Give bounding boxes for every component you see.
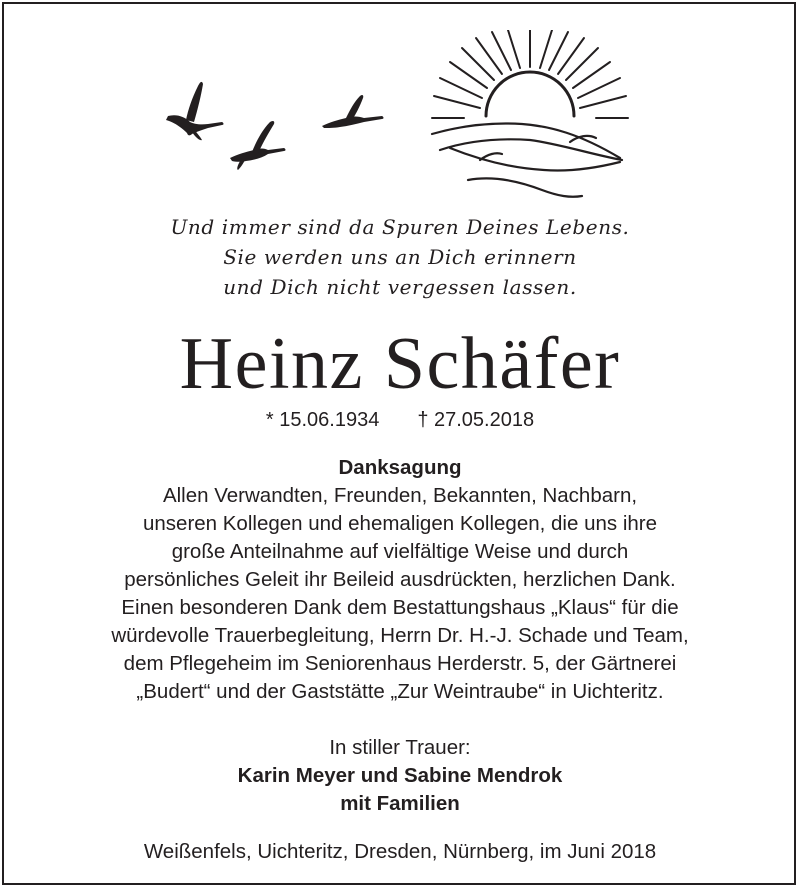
- thanks-line: große Anteilnahme auf vielfältige Weise und durch: [171, 540, 629, 563]
- mourner-names: Karin Meyer und Sabine Mendrok: [237, 764, 563, 787]
- thanks-line: „Budert“ und der Gaststätte „Zur Weintraube“ in Uichteritz.: [136, 680, 664, 703]
- death-date: † 27.05.2018: [417, 409, 535, 431]
- life-dates: [0, 406, 800, 434]
- flying-bird-icon: [322, 95, 384, 128]
- memorial-verse: [0, 212, 800, 302]
- verse-line: Sie werden uns an Dich erinnern: [223, 245, 577, 269]
- thanks-line: Allen Verwandten, Freunden, Bekannten, Nachbarn,: [162, 484, 638, 507]
- verse-line: und Dich nicht vergessen lassen.: [223, 275, 577, 299]
- thanks-section: [0, 454, 800, 706]
- thanks-line: dem Pflegeheim im Seniorenhaus Herderstr. 5, der Gärtnerei: [123, 652, 677, 675]
- thanks-heading: Danksagung: [338, 456, 462, 479]
- mourners-section: [0, 734, 800, 818]
- flying-bird-icon: [230, 121, 286, 170]
- rising-sun-icon: [432, 30, 628, 118]
- thanks-line: Einen besonderen Dank dem Bestattungshaus „Klaus“ für die: [121, 596, 679, 619]
- mourner-families: mit Familien: [340, 792, 460, 815]
- flying-bird-icon: [166, 82, 224, 140]
- thanks-line: würdevolle Trauerbegleitung, Herrn Dr. H.-J. Schade und Team,: [111, 624, 689, 647]
- verse-line: Und immer sind da Spuren Deines Lebens.: [170, 215, 630, 239]
- deceased-name: Heinz Schäfer: [179, 323, 621, 405]
- thanks-line: persönliches Geleit ihr Beileid ausdrückten, herzlichen Dank.: [124, 568, 676, 591]
- thanks-line: unseren Kollegen und ehemaligen Kollegen, die uns ihre: [142, 512, 657, 535]
- mourning-intro: In stiller Trauer:: [329, 736, 471, 759]
- birth-date: * 15.06.1934: [265, 409, 380, 431]
- hills-icon: [432, 123, 622, 196]
- header-illustration: [150, 30, 630, 200]
- place-and-date: Weißenfels, Uichteritz, Dresden, Nürnberg, im Juni 2018: [143, 840, 657, 863]
